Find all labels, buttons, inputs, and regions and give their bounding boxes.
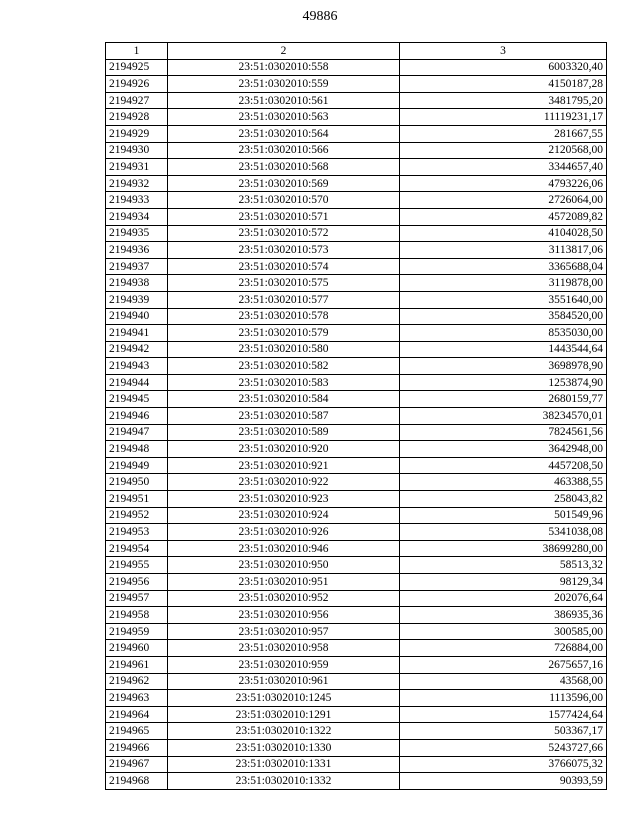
value-cell: 3119878,00 xyxy=(400,275,607,292)
cadastral-number-cell: 23:51:0302010:575 xyxy=(168,275,400,292)
cadastral-number-cell: 23:51:0302010:571 xyxy=(168,208,400,225)
value-cell: 3698978,90 xyxy=(400,358,607,375)
record-number-cell: 2194930 xyxy=(106,142,168,159)
value-cell: 5243727,66 xyxy=(400,739,607,756)
registry-table xyxy=(105,42,607,790)
cadastral-number-cell: 23:51:0302010:1330 xyxy=(168,739,400,756)
record-number-cell: 2194950 xyxy=(106,474,168,491)
value-cell: 4572089,82 xyxy=(400,208,607,225)
table-row xyxy=(106,457,607,474)
record-number-cell: 2194961 xyxy=(106,656,168,673)
record-number-cell: 2194966 xyxy=(106,739,168,756)
value-cell: 6003320,40 xyxy=(400,59,607,76)
record-number-cell: 2194946 xyxy=(106,408,168,425)
record-number-cell: 2194954 xyxy=(106,540,168,557)
record-number-cell: 2194942 xyxy=(106,341,168,358)
table-row xyxy=(106,557,607,574)
cadastral-number-cell: 23:51:0302010:958 xyxy=(168,640,400,657)
cadastral-number-cell: 23:51:0302010:1332 xyxy=(168,773,400,790)
cadastral-number-cell: 23:51:0302010:924 xyxy=(168,507,400,524)
value-cell: 2726064,00 xyxy=(400,192,607,209)
cadastral-number-cell: 23:51:0302010:950 xyxy=(168,557,400,574)
value-cell: 2675657,16 xyxy=(400,656,607,673)
record-number-cell: 2194960 xyxy=(106,640,168,657)
cadastral-number-cell: 23:51:0302010:573 xyxy=(168,242,400,259)
cadastral-number-cell: 23:51:0302010:578 xyxy=(168,308,400,325)
table-row xyxy=(106,590,607,607)
value-cell: 58513,32 xyxy=(400,557,607,574)
value-cell: 503367,17 xyxy=(400,723,607,740)
cadastral-number-cell: 23:51:0302010:579 xyxy=(168,325,400,342)
table-row xyxy=(106,474,607,491)
table-row xyxy=(106,242,607,259)
record-number-cell: 2194953 xyxy=(106,524,168,541)
record-number-cell: 2194958 xyxy=(106,607,168,624)
cadastral-number-cell: 23:51:0302010:561 xyxy=(168,92,400,109)
record-number-cell: 2194944 xyxy=(106,374,168,391)
value-cell: 1253874,90 xyxy=(400,374,607,391)
record-number-cell: 2194968 xyxy=(106,773,168,790)
cadastral-number-cell: 23:51:0302010:574 xyxy=(168,258,400,275)
value-cell: 11119231,17 xyxy=(400,109,607,126)
cadastral-number-cell: 23:51:0302010:566 xyxy=(168,142,400,159)
cadastral-number-cell: 23:51:0302010:1291 xyxy=(168,706,400,723)
value-cell: 5341038,08 xyxy=(400,524,607,541)
cadastral-number-cell: 23:51:0302010:572 xyxy=(168,225,400,242)
cadastral-number-cell: 23:51:0302010:584 xyxy=(168,391,400,408)
table-row xyxy=(106,441,607,458)
record-number-cell: 2194934 xyxy=(106,208,168,225)
value-cell: 1577424,64 xyxy=(400,706,607,723)
table-row xyxy=(106,59,607,76)
column-header-3: 3 xyxy=(400,43,607,60)
cadastral-number-cell: 23:51:0302010:587 xyxy=(168,408,400,425)
table-row xyxy=(106,76,607,93)
value-cell: 2120568,00 xyxy=(400,142,607,159)
table-row xyxy=(106,208,607,225)
value-cell: 98129,34 xyxy=(400,574,607,591)
table-row xyxy=(106,656,607,673)
table-row xyxy=(106,358,607,375)
value-cell: 3365688,04 xyxy=(400,258,607,275)
cadastral-number-cell: 23:51:0302010:956 xyxy=(168,607,400,624)
value-cell: 4104028,50 xyxy=(400,225,607,242)
table-row xyxy=(106,739,607,756)
record-number-cell: 2194929 xyxy=(106,125,168,142)
record-number-cell: 2194928 xyxy=(106,109,168,126)
value-cell: 258043,82 xyxy=(400,491,607,508)
cadastral-number-cell: 23:51:0302010:946 xyxy=(168,540,400,557)
record-number-cell: 2194935 xyxy=(106,225,168,242)
table-row xyxy=(106,574,607,591)
table-row xyxy=(106,308,607,325)
record-number-cell: 2194926 xyxy=(106,76,168,93)
cadastral-number-cell: 23:51:0302010:926 xyxy=(168,524,400,541)
record-number-cell: 2194932 xyxy=(106,175,168,192)
table-row xyxy=(106,225,607,242)
cadastral-number-cell: 23:51:0302010:921 xyxy=(168,457,400,474)
table-row xyxy=(106,374,607,391)
value-cell: 726884,00 xyxy=(400,640,607,657)
record-number-cell: 2194937 xyxy=(106,258,168,275)
record-number-cell: 2194943 xyxy=(106,358,168,375)
table-row xyxy=(106,673,607,690)
table-row xyxy=(106,408,607,425)
table-row xyxy=(106,391,607,408)
cadastral-number-cell: 23:51:0302010:951 xyxy=(168,574,400,591)
value-cell: 1443544,64 xyxy=(400,341,607,358)
record-number-cell: 2194927 xyxy=(106,92,168,109)
table-body xyxy=(106,59,607,789)
table-row xyxy=(106,640,607,657)
record-number-cell: 2194964 xyxy=(106,706,168,723)
table-row xyxy=(106,773,607,790)
value-cell: 8535030,00 xyxy=(400,325,607,342)
value-cell: 4457208,50 xyxy=(400,457,607,474)
table-row xyxy=(106,623,607,640)
cadastral-number-cell: 23:51:0302010:922 xyxy=(168,474,400,491)
record-number-cell: 2194933 xyxy=(106,192,168,209)
value-cell: 2680159,77 xyxy=(400,391,607,408)
record-number-cell: 2194967 xyxy=(106,756,168,773)
value-cell: 1113596,00 xyxy=(400,690,607,707)
record-number-cell: 2194948 xyxy=(106,441,168,458)
value-cell: 386935,36 xyxy=(400,607,607,624)
record-number-cell: 2194939 xyxy=(106,291,168,308)
cadastral-number-cell: 23:51:0302010:583 xyxy=(168,374,400,391)
cadastral-number-cell: 23:51:0302010:569 xyxy=(168,175,400,192)
cadastral-number-cell: 23:51:0302010:959 xyxy=(168,656,400,673)
cadastral-number-cell: 23:51:0302010:1245 xyxy=(168,690,400,707)
record-number-cell: 2194931 xyxy=(106,159,168,176)
record-number-cell: 2194962 xyxy=(106,673,168,690)
record-number-cell: 2194951 xyxy=(106,491,168,508)
value-cell: 3113817,06 xyxy=(400,242,607,259)
table-row xyxy=(106,92,607,109)
cadastral-number-cell: 23:51:0302010:559 xyxy=(168,76,400,93)
value-cell: 43568,00 xyxy=(400,673,607,690)
value-cell: 38234570,01 xyxy=(400,408,607,425)
record-number-cell: 2194952 xyxy=(106,507,168,524)
record-number-cell: 2194938 xyxy=(106,275,168,292)
table-header-row xyxy=(106,43,607,60)
table-row xyxy=(106,723,607,740)
record-number-cell: 2194956 xyxy=(106,574,168,591)
table-row xyxy=(106,690,607,707)
table-row xyxy=(106,325,607,342)
table-row xyxy=(106,109,607,126)
table-row xyxy=(106,706,607,723)
value-cell: 38699280,00 xyxy=(400,540,607,557)
value-cell: 3584520,00 xyxy=(400,308,607,325)
table-row xyxy=(106,524,607,541)
cadastral-number-cell: 23:51:0302010:564 xyxy=(168,125,400,142)
table-row xyxy=(106,142,607,159)
cadastral-number-cell: 23:51:0302010:1322 xyxy=(168,723,400,740)
table-row xyxy=(106,192,607,209)
table-row xyxy=(106,258,607,275)
table-row xyxy=(106,491,607,508)
value-cell: 3344657,40 xyxy=(400,159,607,176)
table-row xyxy=(106,125,607,142)
value-cell: 3642948,00 xyxy=(400,441,607,458)
value-cell: 7824561,56 xyxy=(400,424,607,441)
cadastral-number-cell: 23:51:0302010:920 xyxy=(168,441,400,458)
record-number-cell: 2194959 xyxy=(106,623,168,640)
table-row xyxy=(106,507,607,524)
value-cell: 463388,55 xyxy=(400,474,607,491)
cadastral-number-cell: 23:51:0302010:558 xyxy=(168,59,400,76)
record-number-cell: 2194949 xyxy=(106,457,168,474)
cadastral-number-cell: 23:51:0302010:582 xyxy=(168,358,400,375)
value-cell: 4150187,28 xyxy=(400,76,607,93)
table-row xyxy=(106,341,607,358)
cadastral-number-cell: 23:51:0302010:1331 xyxy=(168,756,400,773)
record-number-cell: 2194965 xyxy=(106,723,168,740)
cadastral-number-cell: 23:51:0302010:580 xyxy=(168,341,400,358)
value-cell: 90393,59 xyxy=(400,773,607,790)
record-number-cell: 2194925 xyxy=(106,59,168,76)
table-row xyxy=(106,175,607,192)
record-number-cell: 2194955 xyxy=(106,557,168,574)
cadastral-number-cell: 23:51:0302010:568 xyxy=(168,159,400,176)
table-row xyxy=(106,756,607,773)
record-number-cell: 2194957 xyxy=(106,590,168,607)
record-number-cell: 2194945 xyxy=(106,391,168,408)
table-row xyxy=(106,540,607,557)
record-number-cell: 2194963 xyxy=(106,690,168,707)
table-row xyxy=(106,275,607,292)
cadastral-number-cell: 23:51:0302010:570 xyxy=(168,192,400,209)
page-number: 49886 xyxy=(302,9,338,24)
record-number-cell: 2194936 xyxy=(106,242,168,259)
cadastral-number-cell: 23:51:0302010:577 xyxy=(168,291,400,308)
value-cell: 281667,55 xyxy=(400,125,607,142)
record-number-cell: 2194947 xyxy=(106,424,168,441)
value-cell: 3766075,32 xyxy=(400,756,607,773)
column-header-1: 1 xyxy=(106,43,168,60)
value-cell: 501549,96 xyxy=(400,507,607,524)
cadastral-number-cell: 23:51:0302010:923 xyxy=(168,491,400,508)
cadastral-number-cell: 23:51:0302010:957 xyxy=(168,623,400,640)
cadastral-number-cell: 23:51:0302010:563 xyxy=(168,109,400,126)
cadastral-number-cell: 23:51:0302010:961 xyxy=(168,673,400,690)
value-cell: 300585,00 xyxy=(400,623,607,640)
table-row xyxy=(106,607,607,624)
value-cell: 3551640,00 xyxy=(400,291,607,308)
cadastral-number-cell: 23:51:0302010:952 xyxy=(168,590,400,607)
record-number-cell: 2194941 xyxy=(106,325,168,342)
table-row xyxy=(106,291,607,308)
table-row xyxy=(106,159,607,176)
table-row xyxy=(106,424,607,441)
column-header-2: 2 xyxy=(168,43,400,60)
value-cell: 202076,64 xyxy=(400,590,607,607)
record-number-cell: 2194940 xyxy=(106,308,168,325)
value-cell: 4793226,06 xyxy=(400,175,607,192)
value-cell: 3481795,20 xyxy=(400,92,607,109)
cadastral-number-cell: 23:51:0302010:589 xyxy=(168,424,400,441)
